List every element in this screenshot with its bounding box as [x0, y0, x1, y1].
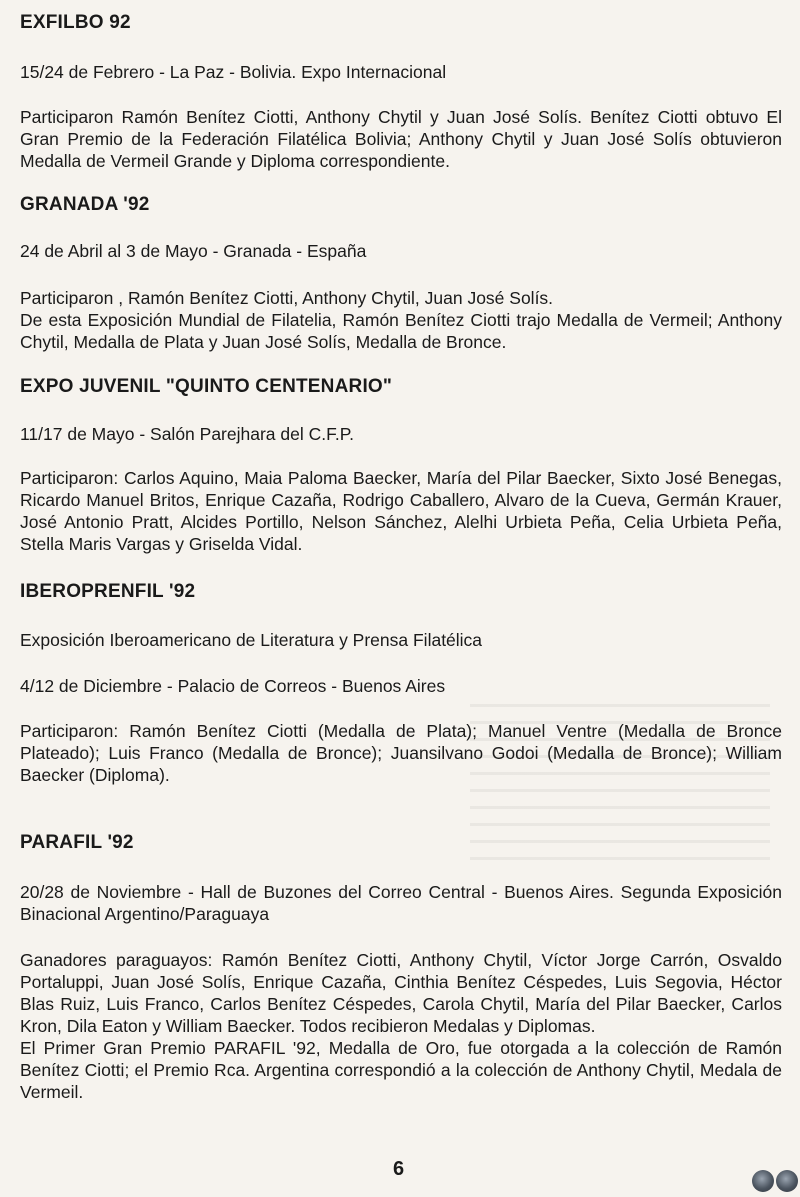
paragraph-line: Participaron: Ramón Benítez Ciotti (Medalla de Plata); Manuel Ventre (Medalla de Bronce Plateado); Luis Franco (Medalla de Bronce); Juansilvano Godoi (Medalla de Bronce); William Baecker (Diploma).	[20, 721, 782, 785]
paragraph-line: Exposición Iberoamericano de Literatura y Prensa Filatélica	[20, 630, 483, 650]
paragraph	[20, 240, 782, 262]
paragraph	[20, 881, 782, 925]
paragraph	[20, 106, 782, 172]
section-title-expo-juvenil: EXPO JUVENIL "QUINTO CENTENARIO"	[20, 376, 393, 397]
paragraph-line: Ganadores paraguayos: Ramón Benítez Ciotti, Anthony Chytil, Víctor Jorge Carrón, Osvaldo Portaluppi, Juan José Solís, Enrique Cazaña, Cinthia Benítez Céspedes, Luis Segovia, Héctor Blas Ruiz, Luis Franco, Carlos Benítez Céspedes, Carola Chytil, María del Pilar Baecker, Carlos Kron, Dila Eaton y William Baecker. Todos recibieron Medalas y Diplomas.	[20, 950, 782, 1036]
paragraph	[20, 675, 782, 697]
paragraph-line: 4/12 de Diciembre - Palacio de Correos - Buenos Aires	[20, 676, 446, 696]
paragraph-line: 15/24 de Febrero - La Paz - Bolivia. Expo Internacional	[20, 62, 447, 82]
section-title-granada: GRANADA '92	[20, 194, 150, 215]
paragraph-line: 11/17 de Mayo - Salón Parejhara del C.F.P.	[20, 424, 354, 444]
circle-mark-icon	[752, 1170, 774, 1192]
paragraph	[20, 423, 782, 445]
paragraph-line: 24 de Abril al 3 de Mayo - Granada - España	[20, 241, 367, 261]
paragraph	[20, 949, 782, 1103]
paragraph	[20, 467, 782, 555]
paragraph-line: El Primer Gran Premio PARAFIL '92, Medalla de Oro, fue otorgada a la colección de Ramón Benítez Ciotti; el Premio Rca. Argentina correspondió a la colección de Anthony Chytil, Medala de Vermeil.	[20, 1038, 782, 1102]
paragraph	[20, 61, 782, 83]
paragraph-line: De esta Exposición Mundial de Filatelia, Ramón Benítez Ciotti trajo Medalla de Vermeil; Anthony Chytil, Medalla de Plata y Juan José Solís, Medalla de Bronce.	[20, 310, 782, 352]
paragraph	[20, 629, 782, 651]
paragraph-line: 20/28 de Noviembre - Hall de Buzones del Correo Central - Buenos Aires. Segunda Exposición Binacional Argentino/Paraguaya	[20, 882, 782, 924]
circle-mark-icon	[776, 1170, 798, 1192]
section-title-iberoprenfil: IBEROPRENFIL '92	[20, 581, 196, 602]
paragraph-line: Participaron Ramón Benítez Ciotti, Anthony Chytil y Juan José Solís. Benítez Ciotti obtuvo El Gran Premio de la Federación Filatélica Bolivia; Anthony Chytil y Juan José Solís obtuvieron Medalla de Vermeil Grande y Diploma correspondiente.	[20, 107, 782, 171]
paragraph	[20, 720, 782, 786]
paragraph-line: Participaron , Ramón Benítez Ciotti, Anthony Chytil, Juan José Solís.	[20, 288, 554, 308]
page-number: 6	[393, 1158, 405, 1180]
paragraph-line: Participaron: Carlos Aquino, Maia Paloma Baecker, María del Pilar Baecker, Sixto José Benegas, Ricardo Manuel Britos, Enrique Cazaña, Rodrigo Caballero, Alvaro de la Cueva, Germán Krauer, José Antonio Pratt, Alcides Portillo, Nelson Sánchez, Alelhi Urbieta Peña, Celia Urbieta Peña, Stella Maris Vargas y Griselda Vidal.	[20, 468, 782, 554]
section-title-exfilbo: EXFILBO 92	[20, 12, 131, 33]
paragraph	[20, 287, 782, 353]
section-title-parafil: PARAFIL '92	[20, 832, 134, 853]
